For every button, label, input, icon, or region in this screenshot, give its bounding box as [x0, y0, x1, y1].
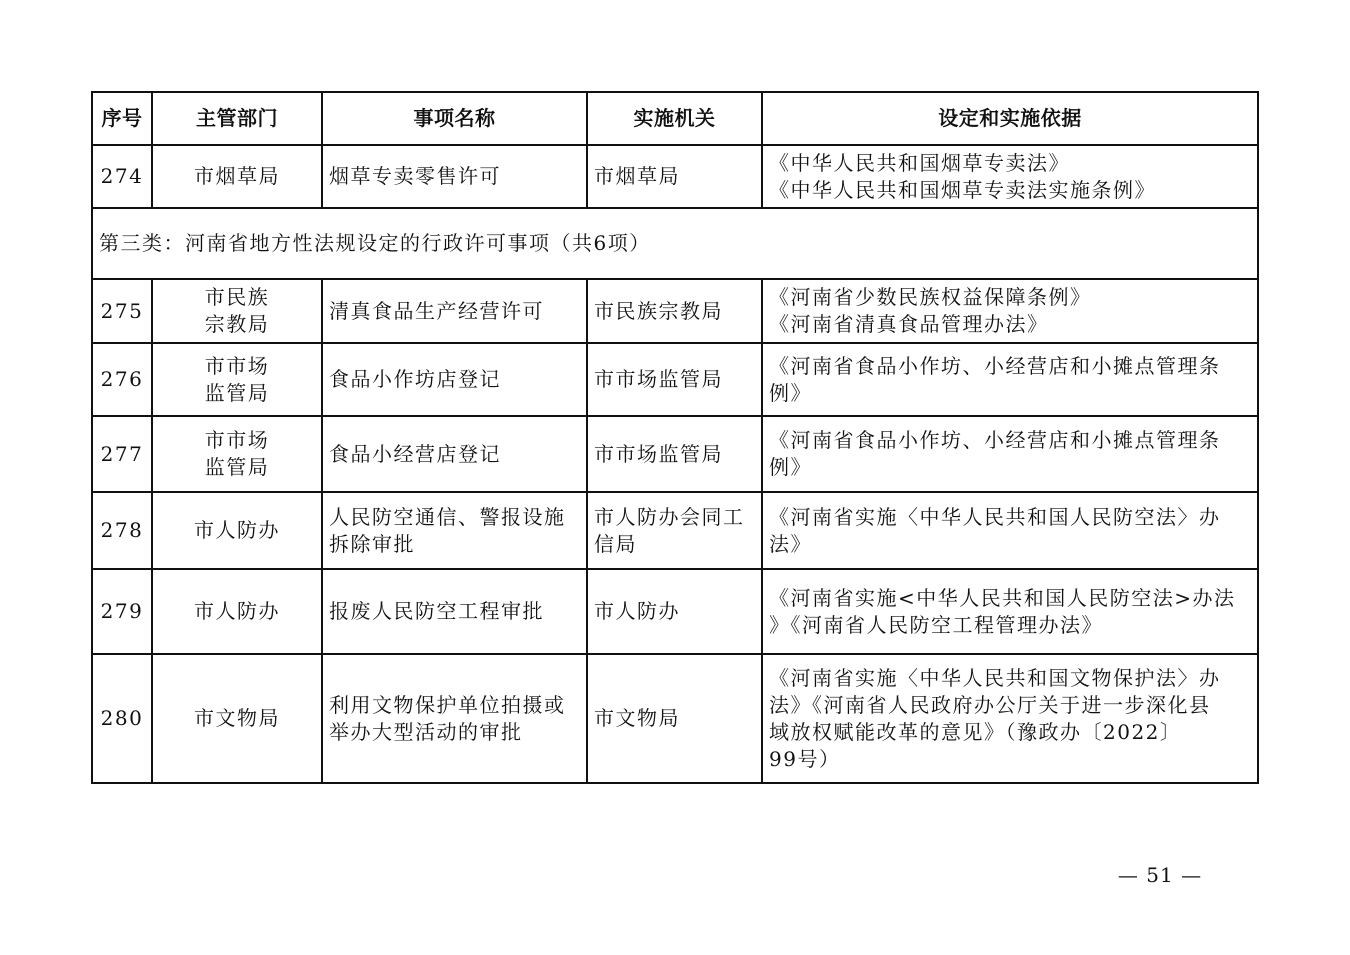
- legal-basis-cell: 《河南省食品小作坊、小经营店和小摊点管理条 例》: [762, 343, 1258, 416]
- table-row: [92, 279, 1258, 343]
- serial-number-cell: 280: [92, 654, 152, 783]
- section-heading-row: [92, 208, 1258, 279]
- table-row: [92, 654, 1258, 783]
- item-name-cell: 人民防空通信、警报设施 拆除审批: [322, 492, 587, 569]
- serial-number-cell: 274: [92, 145, 152, 208]
- serial-number-cell: 278: [92, 492, 152, 569]
- legal-basis-cell: 《河南省少数民族权益保障条例》 《河南省清真食品管理办法》: [762, 279, 1258, 343]
- department-cell: 市人防办: [152, 569, 322, 654]
- page-number: — 51 —: [1117, 863, 1203, 887]
- header-item-name: 事项名称: [322, 92, 587, 145]
- header-department: 主管部门: [152, 92, 322, 145]
- department-cell: 市烟草局: [152, 145, 322, 208]
- serial-number-cell: 277: [92, 416, 152, 492]
- item-name-cell: 利用文物保护单位拍摄或 举办大型活动的审批: [322, 654, 587, 783]
- legal-basis-cell: 《河南省实施<中华人民共和国人民防空法>办法 》《河南省人民防空工程管理办法》: [762, 569, 1258, 654]
- item-name-cell: 食品小经营店登记: [322, 416, 587, 492]
- permit-items-table: [91, 91, 1259, 784]
- table-row: [92, 569, 1258, 654]
- agency-cell: 市市场监管局: [587, 416, 762, 492]
- agency-cell: 市文物局: [587, 654, 762, 783]
- header-implementing-agency: 实施机关: [587, 92, 762, 145]
- agency-cell: 市人防办: [587, 569, 762, 654]
- department-cell: 市市场 监管局: [152, 416, 322, 492]
- legal-basis-cell: 《河南省实施〈中华人民共和国文物保护法〉办 法》《河南省人民政府办公厅关于进一步深化县 域放权赋能改革的意见》（豫政办〔2022〕 99号）: [762, 654, 1258, 783]
- table-header-row: [92, 92, 1258, 145]
- legal-basis-cell: 《中华人民共和国烟草专卖法》 《中华人民共和国烟草专卖法实施条例》: [762, 145, 1258, 208]
- department-cell: 市民族 宗教局: [152, 279, 322, 343]
- section-heading: 第三类：河南省地方性法规设定的行政许可事项（共6项）: [92, 208, 1258, 279]
- department-cell: 市文物局: [152, 654, 322, 783]
- department-cell: 市市场 监管局: [152, 343, 322, 416]
- serial-number-cell: 279: [92, 569, 152, 654]
- header-serial-number: 序号: [92, 92, 152, 145]
- agency-cell: 市民族宗教局: [587, 279, 762, 343]
- item-name-cell: 报废人民防空工程审批: [322, 569, 587, 654]
- serial-number-cell: 275: [92, 279, 152, 343]
- table-row: [92, 145, 1258, 208]
- item-name-cell: 清真食品生产经营许可: [322, 279, 587, 343]
- department-cell: 市人防办: [152, 492, 322, 569]
- table-row: [92, 416, 1258, 492]
- agency-cell: 市人防办会同工 信局: [587, 492, 762, 569]
- table-row: [92, 343, 1258, 416]
- agency-cell: 市烟草局: [587, 145, 762, 208]
- serial-number-cell: 276: [92, 343, 152, 416]
- item-name-cell: 食品小作坊店登记: [322, 343, 587, 416]
- agency-cell: 市市场监管局: [587, 343, 762, 416]
- table-row: [92, 492, 1258, 569]
- header-legal-basis: 设定和实施依据: [762, 92, 1258, 145]
- item-name-cell: 烟草专卖零售许可: [322, 145, 587, 208]
- legal-basis-cell: 《河南省食品小作坊、小经营店和小摊点管理条 例》: [762, 416, 1258, 492]
- legal-basis-cell: 《河南省实施〈中华人民共和国人民防空法〉办 法》: [762, 492, 1258, 569]
